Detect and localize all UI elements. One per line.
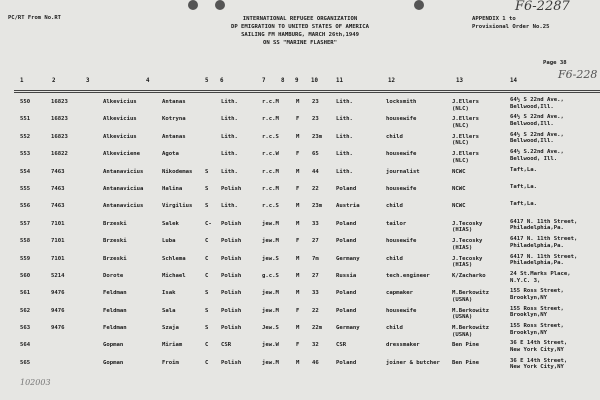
status-code: C [205,272,209,279]
religion-marital: g.c.S [262,272,279,279]
sponsor: K/Zacharko [452,272,486,279]
column-number: 13 [456,78,463,84]
row-number: 556 [20,203,31,210]
occupation: tailor [386,220,407,227]
given-name: Miriam [162,342,183,349]
destination-address: N.Y.C. 3, [510,277,541,284]
nationality: Polish [221,272,242,279]
surname: Feldman [103,290,127,297]
age: 27 [312,238,319,245]
nationality: Lith. [221,133,238,140]
occupation: child [386,203,403,210]
surname: Antanavicius [103,203,144,210]
destination-address: Philadelphia,Pa. [510,260,564,267]
punch-hole [188,0,198,10]
sex: M [296,203,300,210]
case-number: 9476 [51,325,65,332]
header-rule [14,90,600,91]
sponsor: Ben Pine [452,342,479,349]
sponsor: J.Ellers [452,151,479,158]
destination-address: New York City,NY [510,347,564,354]
handwritten-archive-number-right: F6-228 [558,68,598,81]
sponsor: (HIAS) [452,227,473,234]
age: 32 [312,342,319,349]
status-code: C [205,255,209,262]
punch-hole [414,0,424,10]
destination-address: 36 E 14th Street, [510,357,568,364]
destination-address: 155 Ross Street, [510,305,564,312]
case-number: 16823 [51,99,68,105]
religion-marital: r.c.M [262,168,279,175]
religion-marital: jew.W [262,342,279,349]
destination-address: 6417 N. 11th Street, [510,253,578,260]
age: 23m [312,133,323,140]
birth-country: Germany [336,325,360,332]
row-number: 562 [20,307,31,314]
handwritten-stamp: 102003 [20,378,51,387]
passenger-list [0,99,600,377]
status-code: S [205,290,209,297]
sponsor: (NLC) [452,157,469,164]
destination-address: Taft,La. [510,183,537,190]
sex: M [296,325,300,332]
sponsor: Ben Pine [452,359,479,366]
occupation: housewife [386,151,417,158]
sponsor: (USNA) [452,331,473,338]
appendix-line: APPENDIX 1 to [472,16,516,22]
occupation: child [386,133,403,140]
destination-address: Taft,La. [510,166,537,173]
case-number: 7101 [51,238,65,245]
row-number: 559 [20,255,31,262]
surname: Alkevicius [103,116,137,123]
case-number: 7101 [51,255,65,262]
sex: F [296,185,300,192]
given-name: Antanas [162,99,186,105]
occupation: housewife [386,238,417,245]
age: 65 [312,151,319,158]
destination-address: Bellwood, Ill. [510,155,558,162]
destination-address: 64½ S 22nd Ave., [510,131,564,138]
sponsor: (USNA) [452,314,473,321]
birth-country: Germany [336,255,360,262]
column-number: 14 [510,78,517,84]
row-number: 551 [20,116,31,123]
occupation: tech.engineer [386,272,430,279]
sponsor: NCWC [452,203,466,210]
sponsor: NCWC [452,185,466,192]
row-number: 560 [20,272,31,279]
handwritten-archive-number: F6-2287 [515,0,570,14]
status-code: C [205,359,209,366]
destination-address: New York City,NY [510,364,564,371]
given-name: Kotryna [162,116,186,123]
sponsor: J.Tecosky [452,220,483,227]
age: 22 [312,185,319,192]
row-number: 558 [20,238,31,245]
age: 27 [312,272,319,279]
sponsor: J.Ellers [452,133,479,140]
row-number: 555 [20,185,31,192]
row-number: 565 [20,359,31,366]
column-number: 4 [146,78,150,84]
religion-marital: jew.M [262,359,279,366]
age: 7m [312,255,319,262]
surname: Alkeviciene [103,151,141,158]
birth-country: Lith. [336,99,353,105]
birth-country: Poland [336,307,357,314]
birth-country: Lith. [336,151,353,158]
religion-marital: r.c.M [262,185,279,192]
column-number: 12 [388,78,395,84]
given-name: Agota [162,151,179,158]
row-number: 553 [20,151,31,158]
sponsor: (NLC) [452,122,469,129]
punch-hole [215,0,225,10]
sex: F [296,238,300,245]
case-number: 16823 [51,116,68,123]
row-number: 550 [20,99,31,105]
occupation: housewife [386,185,417,192]
column-number: 2 [52,78,56,84]
destination-address: Bellwood,Ill. [510,120,554,127]
birth-country: Poland [336,220,357,227]
surname: Dorote [103,272,124,279]
religion-marital: Jew.S [262,325,279,332]
destination-address: 64½ S 22nd Ave., [510,114,564,121]
sponsor: NCWC [452,168,466,175]
age: 23m [312,203,323,210]
given-name: Antanas [162,133,186,140]
occupation: locksmith [386,99,417,105]
given-name: Salek [162,220,179,227]
age: 23 [312,116,319,123]
religion-marital: jew.M [262,220,279,227]
column-number: 3 [86,78,90,84]
status-code: S [205,168,209,175]
column-number: 8 [281,78,285,84]
case-number: 9476 [51,307,65,314]
surname: Gopman [103,342,124,349]
destination-address: 64½ S 22nd Ave., [510,97,564,103]
header-rule [14,92,600,93]
status-code: S [205,325,209,332]
status-code: C- [205,220,212,227]
given-name: Schlema [162,255,186,262]
sex: F [296,307,300,314]
status-code: S [205,185,209,192]
status-code: S [205,307,209,314]
birth-country: Russia [336,272,357,279]
column-number: 1 [20,78,24,84]
nationality: Lith. [221,203,238,210]
destination-address: Philadelphia,Pa. [510,242,564,249]
title-line: DP EMIGRATION TO UNITED STATES OF AMERICA [230,24,370,30]
appendix-line: Provisional Order No.25 [472,24,550,30]
religion-marital: r.c.W [262,151,279,158]
sponsor: J.Ellers [452,116,479,123]
occupation: child [386,255,403,262]
nationality: Lith. [221,99,238,105]
occupation: child [386,325,403,332]
surname: Antanavicius [103,168,144,175]
case-number: 5214 [51,272,65,279]
document-title [205,15,395,47]
destination-address: 155 Ross Street, [510,288,564,295]
given-name: Virgilius [162,203,193,210]
birth-country: CSR [336,342,347,349]
sponsor: (HIAS) [452,244,473,251]
case-number: 7463 [51,203,65,210]
sponsor: M.Berkowitz [452,290,490,297]
nationality: Polish [221,325,242,332]
page-number: Page 38 [543,60,567,66]
row-number: 552 [20,133,31,140]
surname: Brzeski [103,255,127,262]
age: 22m [312,325,323,332]
given-name: Isak [162,290,176,297]
status-code: C [205,238,209,245]
sponsor: (NLC) [452,140,469,147]
sponsor: J.Ellers [452,99,479,105]
row-number: 563 [20,325,31,332]
age: 33 [312,290,319,297]
column-number-row [0,78,600,88]
religion-marital: jew.M [262,307,279,314]
occupation: joiner & butcher [386,359,440,366]
destination-address: 36 E 14th Street, [510,340,568,347]
surname: Brzeski [103,220,127,227]
religion-marital: jew.M [262,290,279,297]
given-name: Froim [162,359,179,366]
sex: M [296,220,300,227]
nationality: Polish [221,255,242,262]
religion-marital: jew.M [262,238,279,245]
row-number: 554 [20,168,31,175]
appendix-reference [472,15,549,31]
sex: F [296,116,300,123]
case-number: 9476 [51,290,65,297]
sex: M [296,255,300,262]
nationality: Polish [221,220,242,227]
age: 33 [312,220,319,227]
given-name: Szaja [162,325,179,332]
sponsor: J.Tecosky [452,238,483,245]
title-line: ON SS "MARINE FLASHER" [262,40,338,46]
form-reference: PC/RT From No.RT [8,15,61,21]
birth-country: Austria [336,203,360,210]
nationality: Lith. [221,151,238,158]
surname: Alkevicius [103,99,137,105]
given-name: Luba [162,238,176,245]
destination-address: 6417 N. 11th Street, [510,236,578,243]
birth-country: Lith. [336,168,353,175]
occupation: housewife [386,307,417,314]
sex: M [296,99,300,105]
destination-address: Taft,La. [510,201,537,208]
case-number: 16823 [51,133,68,140]
status-code: C [205,342,209,349]
occupation: journalist [386,168,420,175]
religion-marital: r.c.S [262,203,279,210]
religion-marital: jew.S [262,255,279,262]
surname: Feldman [103,307,127,314]
column-number: 11 [336,78,343,84]
column-number: 5 [205,78,209,84]
case-number: 7463 [51,168,65,175]
occupation: housewife [386,116,417,123]
sponsor: M.Berkowitz [452,307,490,314]
given-name: Halina [162,185,183,192]
nationality: Lith. [221,168,238,175]
nationality: Polish [221,359,242,366]
column-number: 10 [311,78,318,84]
nationality: Lith. [221,116,238,123]
occupation: dressmaker [386,342,420,349]
surname: Antanaviciua [103,185,144,192]
sponsor: J.Tecosky [452,255,483,262]
table-row [0,357,600,377]
age: 44 [312,168,319,175]
sponsor: M.Berkowitz [452,325,490,332]
birth-country: Lith. [336,133,353,140]
case-number: 7101 [51,220,65,227]
birth-country: Poland [336,359,357,366]
surname: Feldman [103,325,127,332]
age: 22 [312,307,319,314]
age: 23 [312,99,319,105]
sponsor: (USNA) [452,296,473,303]
surname: Brzeski [103,238,127,245]
destination-address: 6417 N. 11th Street, [510,218,578,225]
title-line: SAILING FM HAMBURG, MARCH 26th,1949 [241,32,359,38]
given-name: Sala [162,307,176,314]
title-line: INTERNATIONAL REFUGEE ORGANIZATION [242,16,358,22]
sex: M [296,272,300,279]
destination-address: Brooklyn,NY [510,329,548,336]
nationality: CSR [221,342,232,349]
nationality: Polish [221,307,242,314]
nationality: Polish [221,290,242,297]
sex: M [296,133,300,140]
birth-country: Lith. [336,116,353,123]
column-number: 9 [295,78,299,84]
column-number: 7 [262,78,266,84]
sex: F [296,151,300,158]
row-number: 564 [20,342,31,349]
sponsor: (NLC) [452,105,469,112]
destination-address: 24 St.Marks Place, [510,270,571,277]
religion-marital: r.c.S [262,133,279,140]
birth-country: Poland [336,238,357,245]
sex: M [296,290,300,297]
birth-country: Poland [336,185,357,192]
age: 46 [312,359,319,366]
birth-country: Poland [336,290,357,297]
religion-marital: r.c.M [262,99,279,105]
destination-address: Brooklyn,NY [510,294,548,301]
sex: M [296,359,300,366]
surname: Alkevicius [103,133,137,140]
destination-address: Brooklyn,NY [510,312,548,319]
row-number: 557 [20,220,31,227]
status-code: S [205,203,209,210]
nationality: Polish [221,238,242,245]
surname: Gopman [103,359,124,366]
row-number: 561 [20,290,31,297]
destination-address: 64½ S.22nd Ave., [510,149,564,156]
occupation: capmaker [386,290,413,297]
sponsor: (HIAS) [452,262,473,269]
nationality: Polish [221,185,242,192]
destination-address: Bellwood,Ill. [510,103,554,110]
sex: F [296,342,300,349]
case-number: 16822 [51,151,68,158]
sex: M [296,168,300,175]
case-number: 7463 [51,185,65,192]
destination-address: Bellwood,Ill. [510,138,554,145]
given-name: Nikodemas [162,168,193,175]
column-number: 6 [220,78,224,84]
destination-address: 155 Ross Street, [510,323,564,330]
destination-address: Philadelphia,Pa. [510,225,564,232]
given-name: Michael [162,272,186,279]
religion-marital: r.c.M [262,116,279,123]
